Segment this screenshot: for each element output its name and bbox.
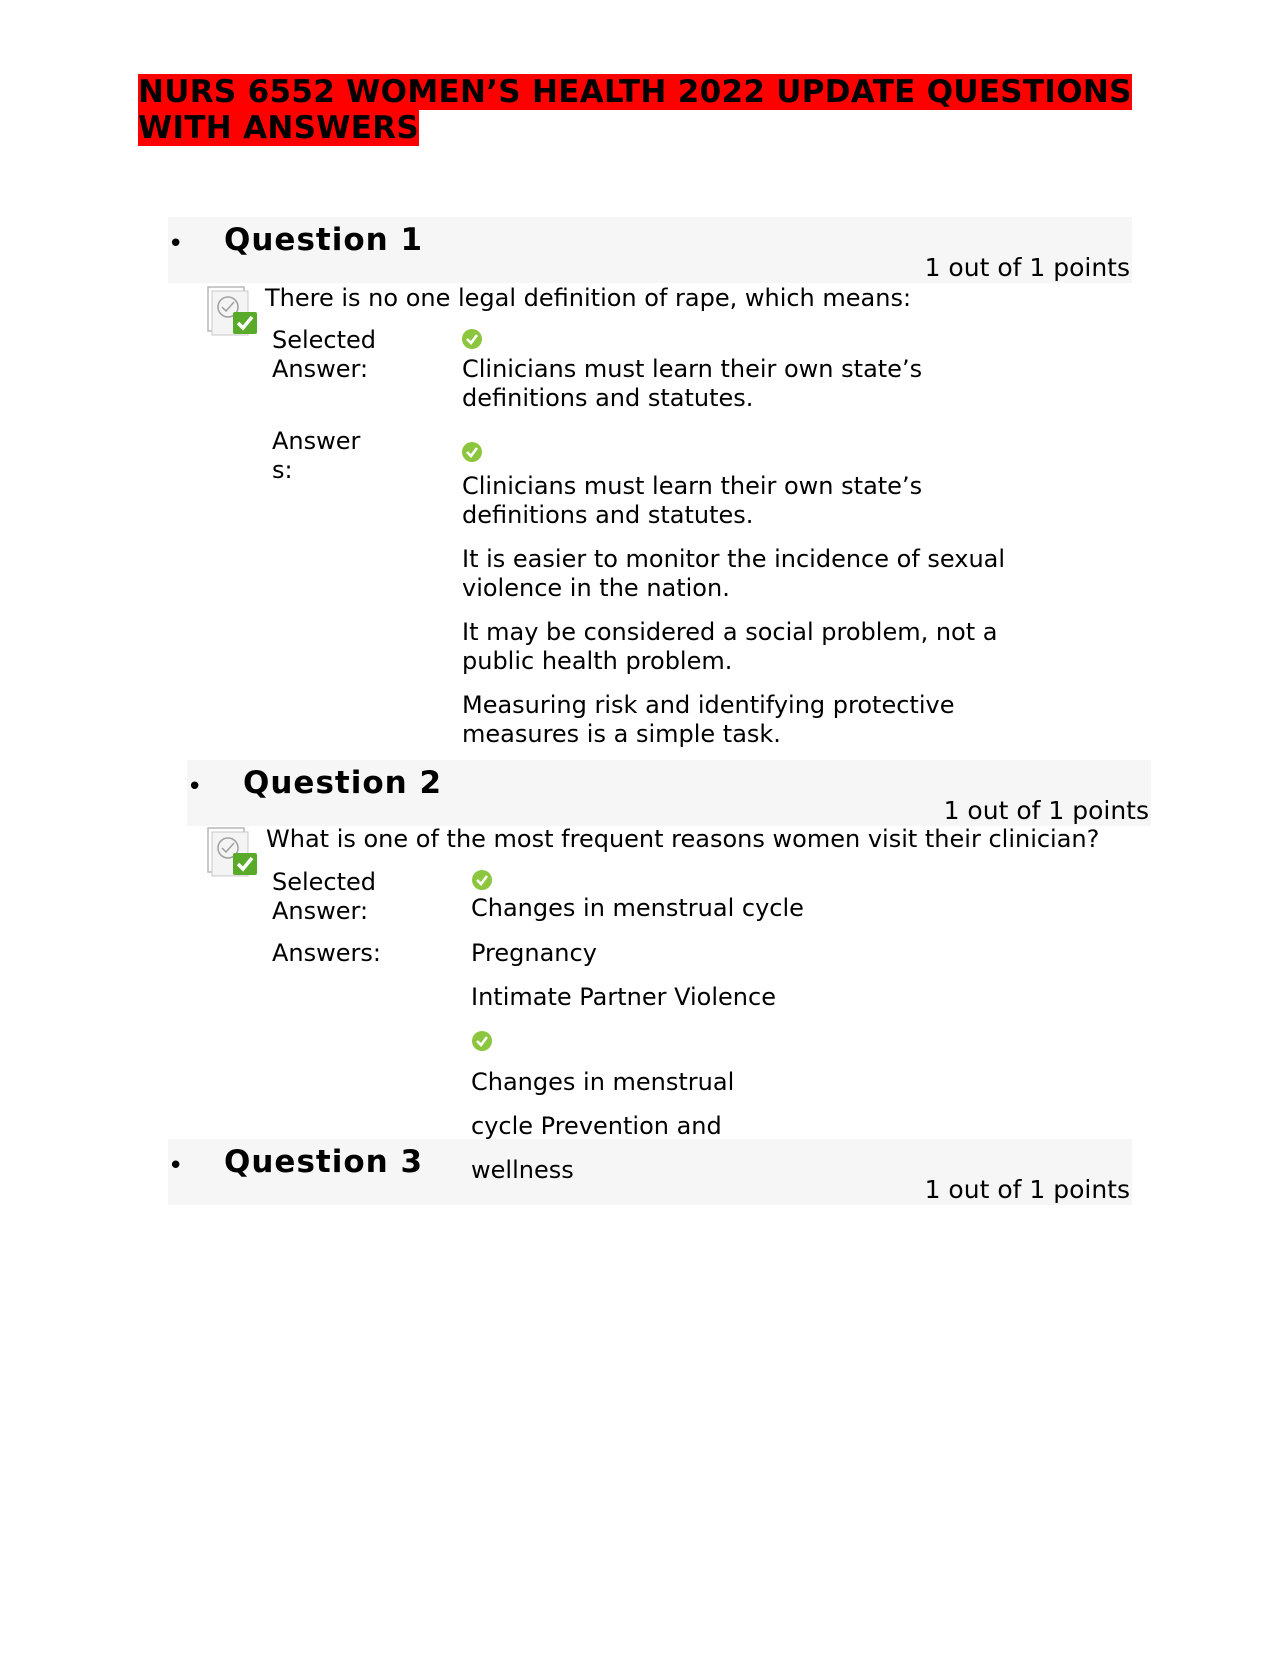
answer-line: measures is a simple task. [462, 720, 781, 748]
answer-option: wellness [471, 1156, 574, 1184]
title-line-1: NURS 6552 WOMEN’S HEALTH 2022 UPDATE QUESTIONS [138, 74, 1132, 110]
answer-line: public health problem. [462, 647, 733, 675]
answers-label: Answers: [272, 939, 381, 967]
answer-line: It is easier to monitor the incidence of sexual [462, 545, 1006, 573]
answers-label [272, 427, 360, 485]
question-1-title: Question 1 [224, 222, 424, 258]
correct-check-icon [471, 1030, 493, 1052]
answer-option [462, 472, 1042, 530]
answer-line: definitions and statutes. [462, 501, 754, 529]
bullet: • [187, 772, 203, 802]
correct-check-icon [471, 869, 493, 891]
answer-option [462, 545, 1042, 603]
selected-answer: Changes in menstrual cycle [471, 894, 804, 922]
selected-answer-label [272, 326, 376, 384]
title-line-2: WITH ANSWERS [138, 110, 420, 146]
answer-option [462, 691, 1042, 749]
label-line: Answer: [272, 355, 369, 383]
label-line: Selected [272, 868, 377, 896]
question-2-header [187, 760, 1151, 826]
graded-correct-icon [206, 825, 260, 879]
label-line: s: [272, 456, 293, 484]
question-3-points: 1 out of 1 points [924, 1175, 1130, 1204]
label-line: Selected [272, 326, 377, 354]
correct-check-icon [461, 328, 483, 350]
document-title [138, 74, 1132, 146]
answer-option [462, 618, 1042, 676]
answer-option: Pregnancy [471, 939, 597, 967]
selected-answer [462, 355, 1042, 413]
answer-option: Intimate Partner Violence [471, 983, 776, 1011]
question-1-text: There is no one legal definition of rape, which means: [265, 284, 912, 312]
answer-line: Clinicians must learn their own state’s [462, 472, 923, 500]
answer-option: cycle Prevention and [471, 1112, 722, 1140]
answer-line: Clinicians must learn their own state’s [462, 355, 923, 383]
answer-line: Measuring risk and identifying protective [462, 691, 955, 719]
answer-line: definitions and statutes. [462, 384, 754, 412]
answer-line: It may be considered a social problem, not a [462, 618, 998, 646]
question-1-points: 1 out of 1 points [924, 253, 1130, 282]
answer-option: Changes in menstrual [471, 1068, 735, 1096]
correct-check-icon [461, 441, 483, 463]
selected-answer-label [272, 868, 376, 926]
bullet: • [168, 229, 184, 259]
question-2-points: 1 out of 1 points [943, 796, 1149, 825]
question-2-text: What is one of the most frequent reasons women visit their clinician? [266, 825, 1100, 853]
bullet: • [168, 1151, 184, 1181]
question-3-title: Question 3 [224, 1144, 424, 1180]
question-1-header [168, 217, 1132, 283]
answer-line: violence in the nation. [462, 574, 730, 602]
label-line: Answer [272, 427, 361, 455]
graded-correct-icon [206, 284, 260, 338]
question-2-title: Question 2 [243, 765, 443, 801]
label-line: Answer: [272, 897, 369, 925]
